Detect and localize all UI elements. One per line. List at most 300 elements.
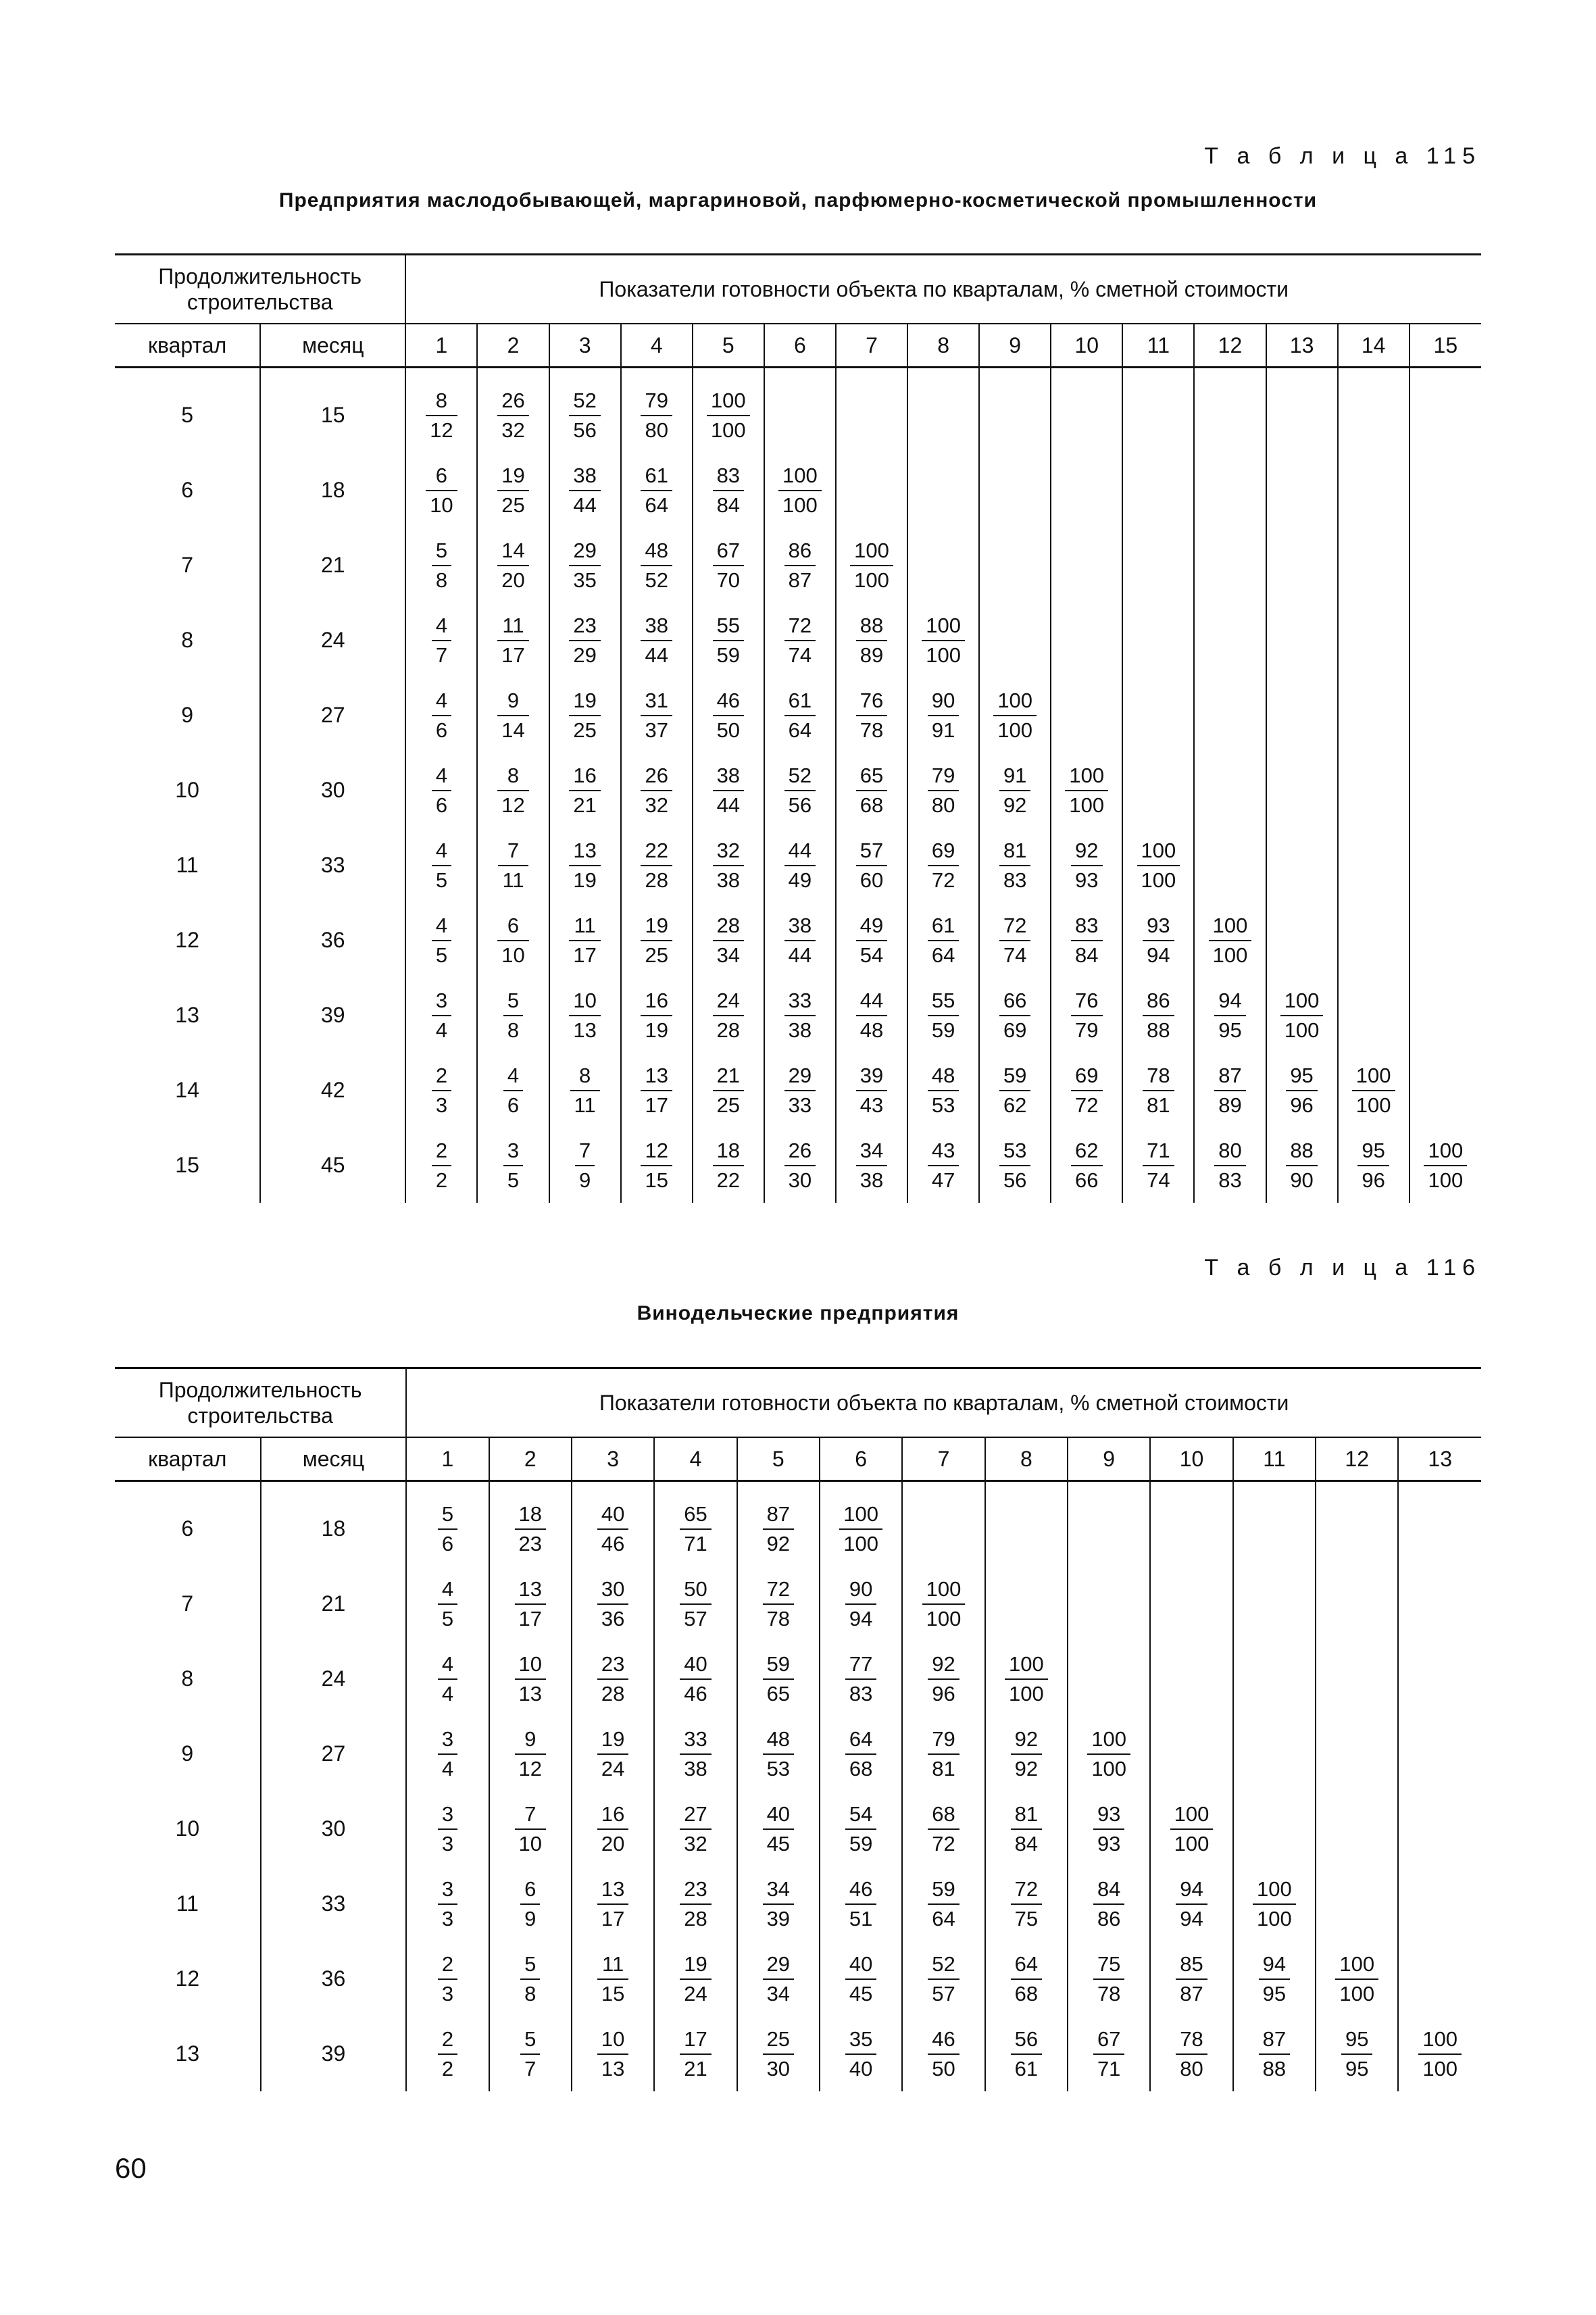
table-row xyxy=(115,1566,1481,1641)
numerator: 83 xyxy=(1071,912,1102,941)
value-cell xyxy=(1150,1566,1232,1641)
denominator: 80 xyxy=(1180,2056,1203,2081)
denominator: 64 xyxy=(645,493,668,517)
value-cell xyxy=(406,1491,489,1566)
value-cell xyxy=(764,753,836,828)
denominator: 4 xyxy=(441,1681,454,1706)
numerator: 46 xyxy=(845,1875,876,1905)
denominator: 78 xyxy=(1097,1981,1121,2006)
value-cell xyxy=(985,1941,1068,2016)
value-cell xyxy=(979,603,1051,678)
value-cell xyxy=(1398,1641,1481,1716)
numerator: 10 xyxy=(515,1650,546,1680)
quarter-cell: 6 xyxy=(181,478,193,502)
value-cell xyxy=(764,528,836,603)
numerator: 23 xyxy=(569,612,600,641)
denominator: 11 xyxy=(574,1093,596,1117)
value-cell xyxy=(764,978,836,1053)
numerator: 100 xyxy=(1065,762,1108,791)
value-cell xyxy=(1122,903,1194,978)
value-cell xyxy=(1122,453,1194,528)
value-cell xyxy=(1316,1716,1398,1791)
value-cell xyxy=(489,1791,572,1866)
quarter-cell: 8 xyxy=(181,628,193,652)
numerator: 79 xyxy=(928,1725,959,1755)
value-cell xyxy=(764,453,836,528)
numerator: 100 xyxy=(707,387,750,416)
fraction xyxy=(438,1650,457,1708)
fraction xyxy=(713,912,744,970)
denominator: 40 xyxy=(849,2056,873,2081)
denominator: 100 xyxy=(1141,868,1176,892)
denominator: 17 xyxy=(573,943,597,967)
denominator: 74 xyxy=(1003,943,1027,967)
fraction xyxy=(713,612,744,670)
value-cell xyxy=(572,2016,654,2091)
month-cell: 39 xyxy=(260,978,405,1053)
column-header: 2 xyxy=(489,1437,572,1481)
numerator: 65 xyxy=(680,1500,711,1530)
table-row xyxy=(115,828,1481,903)
fraction xyxy=(845,1800,876,1858)
value-cell xyxy=(820,1791,902,1866)
denominator: 44 xyxy=(716,793,741,817)
fraction xyxy=(1011,2025,1042,2083)
denominator: 68 xyxy=(859,793,884,817)
table-115-title: Предприятия маслодобывающей, маргариновой, парфюмерно-косметической промышленности xyxy=(278,189,1318,211)
value-cell xyxy=(1233,1716,1316,1791)
denominator: 54 xyxy=(859,943,884,967)
numerator: 87 xyxy=(763,1500,794,1530)
fraction xyxy=(515,1500,546,1558)
fraction xyxy=(1093,1950,1124,2008)
numerator: 100 xyxy=(850,537,893,566)
table-row xyxy=(115,978,1481,1053)
value-cell xyxy=(406,1941,489,2016)
value-cell xyxy=(737,1791,820,1866)
fraction xyxy=(922,612,965,670)
fraction xyxy=(850,537,893,595)
fraction xyxy=(1176,1875,1207,1933)
numerator: 2 xyxy=(438,2025,457,2055)
fraction xyxy=(928,762,959,820)
denominator: 19 xyxy=(645,1018,668,1042)
value-cell xyxy=(489,1866,572,1941)
value-cell xyxy=(1194,903,1266,978)
value-cell xyxy=(1068,2016,1150,2091)
value-cell xyxy=(489,1566,572,1641)
fraction xyxy=(1137,837,1180,895)
value-cell xyxy=(836,678,907,753)
value-cell xyxy=(1068,1491,1150,1566)
column-header: 8 xyxy=(985,1437,1068,1481)
denominator: 93 xyxy=(1097,1831,1121,1856)
column-header: 13 xyxy=(1398,1437,1481,1481)
fraction xyxy=(713,1062,744,1120)
value-cell xyxy=(1338,453,1410,528)
value-cell xyxy=(979,753,1051,828)
numerator: 29 xyxy=(763,1950,794,1980)
numerator: 33 xyxy=(784,987,816,1016)
value-cell xyxy=(979,828,1051,903)
numerator: 78 xyxy=(1176,2025,1207,2055)
fraction xyxy=(680,2025,711,2083)
fraction xyxy=(432,537,451,595)
denominator: 59 xyxy=(931,1018,955,1042)
numerator: 100 xyxy=(922,1575,966,1605)
denominator: 23 xyxy=(518,1531,543,1555)
numerator: 10 xyxy=(569,987,600,1016)
fraction xyxy=(1143,912,1174,970)
value-cell xyxy=(489,1716,572,1791)
value-cell xyxy=(1316,1566,1398,1641)
denominator: 28 xyxy=(645,868,668,892)
denominator: 59 xyxy=(716,643,741,667)
denominator: 14 xyxy=(501,718,525,742)
table-115-label: Т а б л и ц а 115 xyxy=(1204,143,1481,169)
numerator: 92 xyxy=(1071,837,1102,866)
denominator: 4 xyxy=(435,1018,448,1042)
fraction xyxy=(784,762,816,820)
fraction xyxy=(856,687,887,745)
fraction xyxy=(1071,1137,1102,1195)
value-cell xyxy=(1398,1566,1481,1641)
denominator: 92 xyxy=(1014,1756,1039,1781)
value-cell xyxy=(820,2016,902,2091)
value-cell xyxy=(405,528,477,603)
value-cell xyxy=(489,1641,572,1716)
fraction xyxy=(641,762,672,820)
denominator: 19 xyxy=(573,868,597,892)
fraction xyxy=(999,1062,1030,1120)
numerator: 5 xyxy=(520,2025,540,2055)
fraction xyxy=(928,1137,959,1195)
table-row xyxy=(115,753,1481,828)
denominator: 56 xyxy=(788,793,812,817)
column-header: 10 xyxy=(1150,1437,1232,1481)
table-row xyxy=(115,603,1481,678)
value-cell xyxy=(820,1566,902,1641)
fraction xyxy=(784,987,816,1045)
value-cell xyxy=(1398,1791,1481,1866)
numerator: 6 xyxy=(497,912,528,941)
fraction xyxy=(1259,2025,1290,2083)
column-header: 4 xyxy=(621,324,693,368)
fraction xyxy=(438,1725,457,1783)
fraction xyxy=(845,1950,876,2008)
numerator: 9 xyxy=(497,687,528,716)
value-cell xyxy=(979,528,1051,603)
column-header: 13 xyxy=(1266,324,1338,368)
value-cell xyxy=(737,1716,820,1791)
column-header: 15 xyxy=(1410,324,1481,368)
fraction xyxy=(432,612,451,670)
value-cell xyxy=(489,1491,572,1566)
fraction xyxy=(515,1800,546,1858)
denominator: 34 xyxy=(716,943,741,967)
quarter-cell: 7 xyxy=(181,1591,194,1616)
denominator: 22 xyxy=(716,1168,741,1192)
quarter-cell: 7 xyxy=(181,553,193,577)
numerator: 3 xyxy=(438,1875,457,1905)
numerator: 14 xyxy=(497,537,528,566)
column-header: 6 xyxy=(764,324,836,368)
numerator: 4 xyxy=(432,762,451,791)
denominator: 50 xyxy=(932,2056,955,2081)
denominator: 44 xyxy=(573,493,597,517)
value-cell xyxy=(549,378,621,453)
quarter-header: квартал xyxy=(115,324,260,368)
numerator: 10 xyxy=(597,2025,628,2055)
denominator: 83 xyxy=(1003,868,1027,892)
value-cell xyxy=(1233,1491,1316,1566)
numerator: 54 xyxy=(845,1800,876,1830)
denominator: 38 xyxy=(684,1756,707,1781)
numerator: 44 xyxy=(856,987,887,1016)
value-cell xyxy=(654,1716,737,1791)
numerator: 72 xyxy=(763,1575,794,1605)
numerator: 26 xyxy=(497,387,528,416)
fraction xyxy=(1071,837,1102,895)
numerator: 94 xyxy=(1176,1875,1207,1905)
value-cell xyxy=(621,1128,693,1203)
denominator: 96 xyxy=(1362,1168,1385,1192)
value-cell xyxy=(621,453,693,528)
value-cell xyxy=(979,1053,1051,1128)
value-cell xyxy=(985,1866,1068,1941)
numerator: 26 xyxy=(784,1137,816,1166)
denominator: 33 xyxy=(788,1093,812,1117)
fraction xyxy=(597,1650,628,1708)
denominator: 35 xyxy=(573,568,597,592)
value-cell xyxy=(1051,753,1122,828)
denominator: 25 xyxy=(716,1093,741,1117)
fraction xyxy=(597,2025,628,2083)
numerator: 9 xyxy=(515,1725,546,1755)
value-cell xyxy=(1233,1566,1316,1641)
value-cell xyxy=(1233,2016,1316,2091)
value-cell xyxy=(693,528,764,603)
denominator: 30 xyxy=(788,1168,812,1192)
value-cell xyxy=(572,1941,654,2016)
denominator: 90 xyxy=(1290,1168,1314,1192)
numerator: 90 xyxy=(928,687,959,716)
denominator: 100 xyxy=(926,643,961,667)
denominator: 3 xyxy=(435,1093,448,1117)
value-cell xyxy=(836,528,907,603)
denominator: 28 xyxy=(684,1906,707,1931)
numerator: 100 xyxy=(1209,912,1252,941)
denominator: 72 xyxy=(931,868,955,892)
denominator: 100 xyxy=(1339,1981,1375,2006)
fraction xyxy=(1352,1062,1395,1120)
value-cell xyxy=(1338,753,1410,828)
numerator: 72 xyxy=(999,912,1030,941)
denominator: 88 xyxy=(1262,2056,1287,2081)
denominator: 70 xyxy=(716,568,741,592)
value-cell xyxy=(549,903,621,978)
numerator: 3 xyxy=(503,1137,523,1166)
table-row xyxy=(115,1128,1481,1203)
value-cell xyxy=(1150,1941,1232,2016)
denominator: 45 xyxy=(766,1831,791,1856)
fraction xyxy=(999,987,1030,1045)
fraction xyxy=(438,1575,457,1633)
denominator: 65 xyxy=(766,1681,791,1706)
fraction xyxy=(515,1575,546,1633)
fraction xyxy=(1011,1875,1042,1933)
fraction xyxy=(498,837,528,895)
fraction xyxy=(641,1137,672,1195)
numerator: 23 xyxy=(597,1650,628,1680)
quarter-cell: 12 xyxy=(175,928,199,952)
numerator: 43 xyxy=(928,1137,959,1166)
value-cell xyxy=(654,1866,737,1941)
denominator: 5 xyxy=(435,943,448,967)
column-header: 5 xyxy=(737,1437,820,1481)
table-row xyxy=(115,678,1481,753)
value-cell xyxy=(1266,1128,1338,1203)
quarter-cell: 9 xyxy=(181,1741,194,1766)
numerator: 8 xyxy=(570,1062,600,1091)
denominator: 72 xyxy=(932,1831,955,1856)
value-cell xyxy=(621,603,693,678)
value-cell xyxy=(1150,1716,1232,1791)
denominator: 100 xyxy=(1355,1093,1391,1117)
value-cell xyxy=(1410,453,1481,528)
value-cell xyxy=(836,378,907,453)
numerator: 65 xyxy=(856,762,887,791)
fraction xyxy=(597,1950,628,2008)
denominator: 17 xyxy=(601,1906,625,1931)
denominator: 45 xyxy=(849,1981,873,2006)
numerator: 7 xyxy=(498,837,528,866)
denominator: 64 xyxy=(931,943,955,967)
value-cell xyxy=(1068,1941,1150,2016)
numerator: 34 xyxy=(856,1137,887,1166)
numerator: 100 xyxy=(1280,987,1324,1016)
numerator: 100 xyxy=(1087,1725,1130,1755)
fraction xyxy=(575,1137,595,1195)
numerator: 81 xyxy=(999,837,1030,866)
value-cell xyxy=(405,678,477,753)
quarter-cell: 9 xyxy=(181,703,193,727)
value-cell xyxy=(907,1053,979,1128)
column-header: 5 xyxy=(693,324,764,368)
fraction xyxy=(784,1062,816,1120)
numerator: 100 xyxy=(1352,1062,1395,1091)
numerator: 2 xyxy=(432,1137,451,1166)
numerator: 94 xyxy=(1214,987,1245,1016)
value-cell xyxy=(477,828,549,903)
numerator: 69 xyxy=(1071,1062,1102,1091)
column-header: 7 xyxy=(902,1437,984,1481)
denominator: 83 xyxy=(1218,1168,1242,1192)
value-cell xyxy=(1122,753,1194,828)
value-cell xyxy=(1398,1866,1481,1941)
column-header: 12 xyxy=(1194,324,1266,368)
value-cell xyxy=(764,828,836,903)
value-cell xyxy=(406,1716,489,1791)
column-header: 11 xyxy=(1233,1437,1316,1481)
denominator: 17 xyxy=(518,1606,543,1631)
fraction xyxy=(763,1875,794,1933)
numerator: 64 xyxy=(845,1725,876,1755)
value-cell xyxy=(902,1791,984,1866)
value-cell xyxy=(693,678,764,753)
denominator: 89 xyxy=(859,643,884,667)
denominator: 92 xyxy=(766,1531,791,1555)
column-header: 3 xyxy=(549,324,621,368)
fraction xyxy=(845,1875,876,1933)
fraction xyxy=(497,387,528,445)
quarter-cell: 5 xyxy=(181,403,193,427)
month-cell: 33 xyxy=(261,1866,407,1941)
fraction xyxy=(1259,1950,1290,2008)
value-cell xyxy=(979,903,1051,978)
numerator: 100 xyxy=(1253,1875,1296,1905)
numerator: 13 xyxy=(641,1062,672,1091)
fraction xyxy=(713,1137,744,1195)
fraction xyxy=(432,762,451,820)
denominator: 72 xyxy=(1075,1093,1099,1117)
value-cell xyxy=(549,828,621,903)
denominator: 81 xyxy=(1147,1093,1170,1117)
fraction xyxy=(432,1062,451,1120)
value-cell xyxy=(979,978,1051,1053)
numerator: 71 xyxy=(1143,1137,1174,1166)
value-cell xyxy=(1122,978,1194,1053)
numerator: 81 xyxy=(1011,1800,1042,1830)
numerator: 76 xyxy=(1071,987,1102,1016)
denominator: 13 xyxy=(518,1681,543,1706)
value-cell xyxy=(1338,828,1410,903)
value-cell xyxy=(1398,1716,1481,1791)
value-cell xyxy=(836,603,907,678)
fraction xyxy=(928,912,959,970)
value-cell xyxy=(1338,528,1410,603)
quarter-cell: 10 xyxy=(175,1816,200,1841)
value-cell xyxy=(1410,828,1481,903)
value-cell xyxy=(1316,1791,1398,1866)
numerator: 46 xyxy=(928,2025,959,2055)
fraction xyxy=(763,1575,794,1633)
value-cell xyxy=(477,753,549,828)
denominator: 69 xyxy=(1003,1018,1027,1042)
fraction xyxy=(763,1725,794,1783)
numerator: 34 xyxy=(763,1875,794,1905)
value-cell xyxy=(549,978,621,1053)
numerator: 39 xyxy=(856,1062,887,1091)
denominator: 9 xyxy=(579,1168,591,1192)
numerator: 38 xyxy=(641,612,672,641)
month-cell: 45 xyxy=(260,1128,405,1203)
numerator: 18 xyxy=(713,1137,744,1166)
value-cell xyxy=(820,1716,902,1791)
month-cell: 42 xyxy=(260,1053,405,1128)
denominator: 94 xyxy=(849,1606,873,1631)
fraction xyxy=(497,762,528,820)
numerator: 61 xyxy=(784,687,816,716)
value-cell xyxy=(737,1566,820,1641)
table-row xyxy=(115,1716,1481,1791)
value-cell xyxy=(985,1566,1068,1641)
value-cell xyxy=(621,1053,693,1128)
denominator: 24 xyxy=(684,1981,707,2006)
value-cell xyxy=(405,1128,477,1203)
fraction xyxy=(503,1062,523,1120)
denominator: 29 xyxy=(573,643,597,667)
